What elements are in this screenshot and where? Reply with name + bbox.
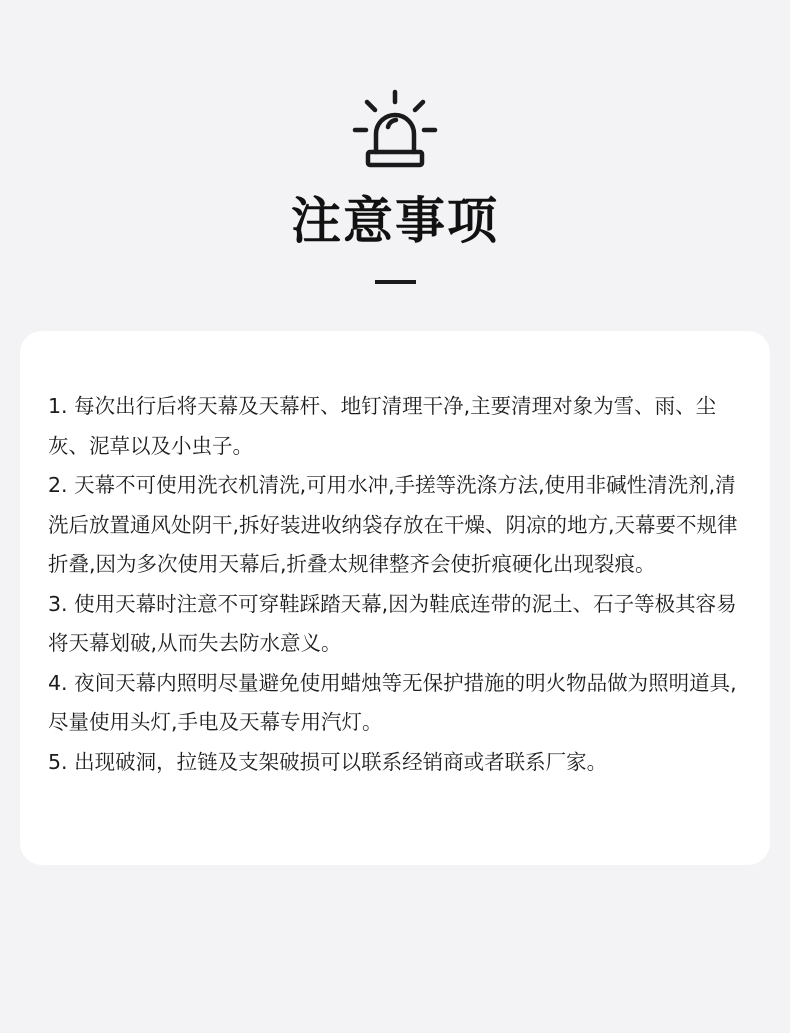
notice-card bbox=[20, 331, 770, 865]
notice-item-3: 3. 使用天幕时注意不可穿鞋踩踏天幕,因为鞋底连带的泥土、石子等极其容易将天幕划破,从而失去防水意义。 bbox=[48, 591, 737, 655]
notice-item-2: 2. 天幕不可使用洗衣机清洗,可用水冲,手搓等洗涤方法,使用非碱性清洗剂,清洗后放置通风处阴干,拆好装进收纳袋存放在干燥、阴凉的地方,天幕要不规律折叠,因为多次使用天幕后,折叠太规律整齐会使折痕硬化出现裂痕。 bbox=[48, 473, 738, 576]
notice-item-5: 5. 出现破洞，拉链及支架破损可以联系经销商或者联系厂家。 bbox=[48, 749, 608, 774]
alarm-light-icon bbox=[350, 88, 440, 170]
page-title: 注意事项 bbox=[291, 192, 499, 250]
notice-list bbox=[48, 387, 750, 782]
notice-item-1: 1. 每次出行后将天幕及天幕杆、地钉清理干净,主要清理对象为雪、雨、尘灰、泥草以及小虫子。 bbox=[48, 394, 717, 458]
notice-item-4: 4. 夜间天幕内照明尽量避免使用蜡烛等无保护措施的明火物品做为照明道具,尽量使用头灯,手电及天幕专用汽灯。 bbox=[48, 670, 737, 734]
title-divider bbox=[375, 280, 416, 284]
